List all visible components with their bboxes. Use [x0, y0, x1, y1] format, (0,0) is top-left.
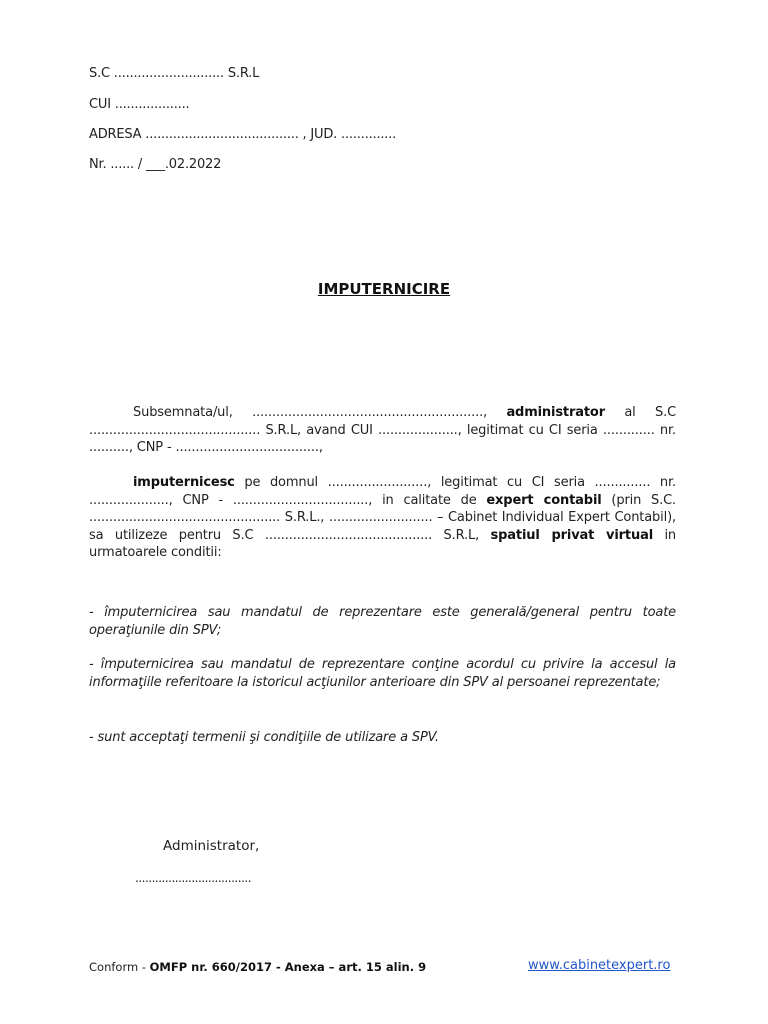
declarant-label: Subsemnata/ul, [133, 405, 233, 420]
administrator-bold: administrator [506, 405, 605, 420]
footer-prefix: Conform - [89, 960, 146, 974]
condition-item: - împuternicirea sau mandatul de reprezentare conţine acordul cu privire la accesul la informaţiile referitoare la istoricul acţiunilor anterioare din SPV al persoanei reprezentate; [89, 657, 676, 690]
declarant-dots: .........................................................., [252, 405, 488, 420]
imputernicesc-bold: imputernicesc [133, 475, 235, 490]
paragraph-declarant [89, 404, 676, 457]
header-number: Nr. ...... / ___.02.2022 [89, 157, 222, 172]
footer-website-link[interactable]: www.cabinetexpert.ro [528, 958, 671, 973]
document-title: IMPUTERNICIRE [317, 280, 451, 298]
header-address: ADRESA ....................................... , JUD. .............. [89, 127, 397, 142]
mandate-text-3: in urmatoarele conditii: [89, 527, 677, 560]
declarant-details: al S.C ........................................... S.R.L, avand CUI ...................., legitimat cu CI seria ............. nr. .........., CNP - ...................................., [89, 405, 677, 455]
header-cui: CUI ................... [89, 97, 190, 112]
signature-label: Administrator, [163, 838, 260, 854]
footer-reference [89, 960, 426, 974]
paragraph-mandate [89, 474, 676, 562]
signature-line: ................................... [135, 871, 252, 885]
expert-contabil-bold: expert contabil [486, 492, 602, 508]
mandate-text-1: pe domnul ........................., legitimat cu CI seria .............. nr. ...................., CNP - .................................., in calitate de [89, 475, 677, 508]
spatiul-privat-bold: spatiul privat virtual [490, 527, 654, 543]
condition-item: - împuternicirea sau mandatul de reprezentare este generală/general pentru toate operaţiunile din SPV; [89, 605, 676, 638]
condition-item: - sunt acceptaţi termenii şi condiţiile de utilizare a SPV. [89, 730, 439, 745]
header-company: S.C ............................ S.R.L [89, 66, 260, 81]
mandate-text-2: (prin S.C. ................................................ S.R.L., .......................... – Cabinet Individual Expert Contabil), sa utilizeze pentru S.C .......................................... S.R.L, [89, 492, 677, 543]
footer-law: OMFP nr. 660/2017 - Anexa – art. 15 alin. 9 [149, 960, 427, 974]
